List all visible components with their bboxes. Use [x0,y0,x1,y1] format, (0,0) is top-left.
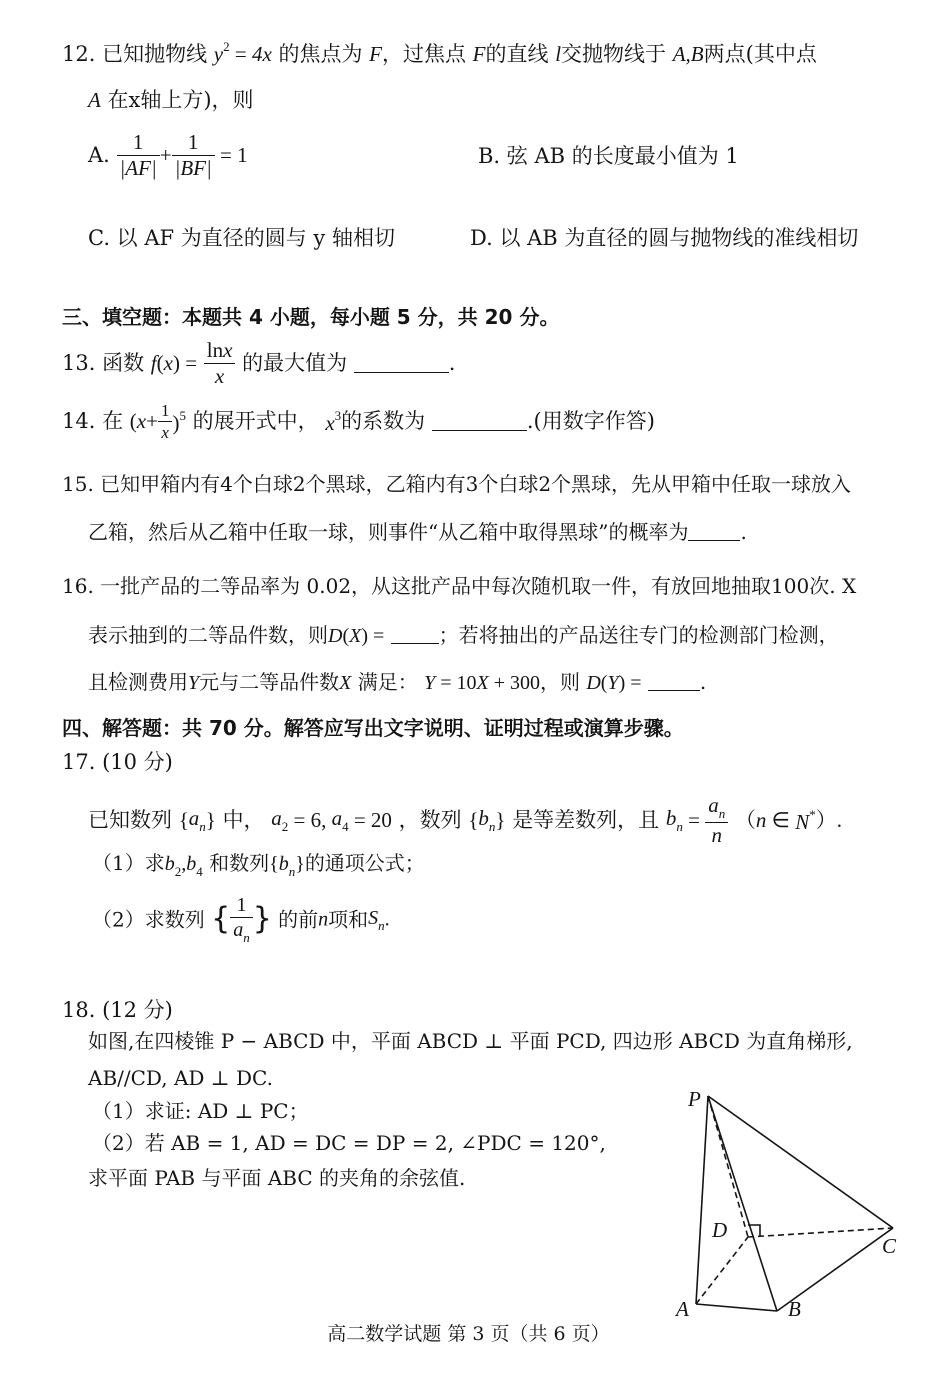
label-A: A [676,1297,689,1321]
edge-AB [696,1304,777,1311]
edge-PA [696,1096,708,1304]
section3-title: 三、填空题：本题共 4 小题，每小题 5 分，共 20 分。 [62,305,560,329]
edge-PD-hidden [708,1096,748,1237]
edge-PB [708,1096,777,1311]
q12-stem-line2: A 在x轴上方)，则 [88,88,254,112]
q14: 14. 在 (x+ $\frac{1}{x}$ )$^5$ 的展开式中， $x^3$的系数为 .(用数字作答) [62,401,655,442]
q12-option-c: C. 以 AF 为直径的圆与 y 轴相切 [88,226,395,250]
edge-PC [708,1096,893,1228]
page-footer: 高二数学试题 第 3 页（共 6 页） [327,1323,610,1345]
q17-stem: 已知数列 $\{a_n\}$ 中， $a_2 = 6$, $a_4 = 20$ ，数列 $\{b_n\}$ 是等差数列，且 $b_n$ = $\frac{a_n}{n}$ （n ∈ N*）. [88,793,842,847]
q18-line2: AB//CD, AD ⊥ DC. [88,1066,273,1090]
edge-DC-hidden [748,1228,893,1237]
label-D: D [712,1218,728,1242]
section4-title: 四、解答题：共 70 分。解答应写出文字说明、证明过程或演算步骤。 [62,716,684,740]
q17-part2: （2）求数列 { $\frac{1}{a_n}$ } 的前n项和$S_n$. [92,894,390,945]
q12-option-a: A. $\frac{1}{|AF|}$ + $\frac{1}{|BF|}$ = 1 [88,130,248,180]
q18-part3: 求平面 PAB 与平面 ABC 的夹角的余弦值. [88,1166,466,1190]
q18-line1: 如图,在四棱锥 P − ABCD 中，平面 ABCD ⊥ 平面 PCD, 四边形 ABCD 为直角梯形, [88,1029,853,1053]
q17-header: 17. (10 分) [62,750,173,774]
q16-line3: 且检测费用Y元与二等品件数X 满足： Y = 10X + 300，则 D(Y) = . [88,670,707,694]
pyramid-figure [660,1080,920,1330]
q16-line1: 16. 一批产品的二等品率为 0.02，从这批产品中每次随机取一件，有放回地抽取100次. X [62,574,857,598]
q12-option-b: B. 弦 AB 的长度最小值为 1 [478,144,739,168]
q18-part2: （2）若 AB = 1, AD = DC = DP = 2, ∠PDC = 120°, [92,1131,606,1155]
q16-line2: 表示抽到的二等品件数，则D(X) = ；若将抽出的产品送往专门的检测部门检测， [88,623,839,647]
label-P: P [688,1087,701,1111]
q12-stem-line1: 12. 已知抛物线 $y^2 = 4x$ 的焦点为 F，过焦点 F的直线 l交抛物线于 A,B两点(其中点 [62,39,817,66]
q13: 13. 函数 f(x) = $\frac{\ln x}{x}$ 的最大值为 . [62,338,456,388]
q15-line2: 乙箱，然后从乙箱中任取一球，则事件“从乙箱中取得黑球”的概率为 . [88,520,747,544]
q18-header: 18. (12 分) [62,998,173,1022]
q12-option-d: D. 以 AB 为直径的圆与抛物线的准线相切 [470,226,859,250]
q17-part1: （1）求$b_2,b_4$ 和数列$\{b_n\}$的通项公式； [92,851,425,879]
q15-line1: 15. 已知甲箱内有4个白球2个黑球，乙箱内有3个白球2个黑球，先从甲箱中任取一球放入 [62,472,852,496]
edge-AD-hidden [696,1237,748,1304]
q18-part1: （1）求证: AD ⊥ PC； [92,1099,309,1123]
label-C: C [882,1234,897,1258]
label-B: B [788,1297,801,1321]
